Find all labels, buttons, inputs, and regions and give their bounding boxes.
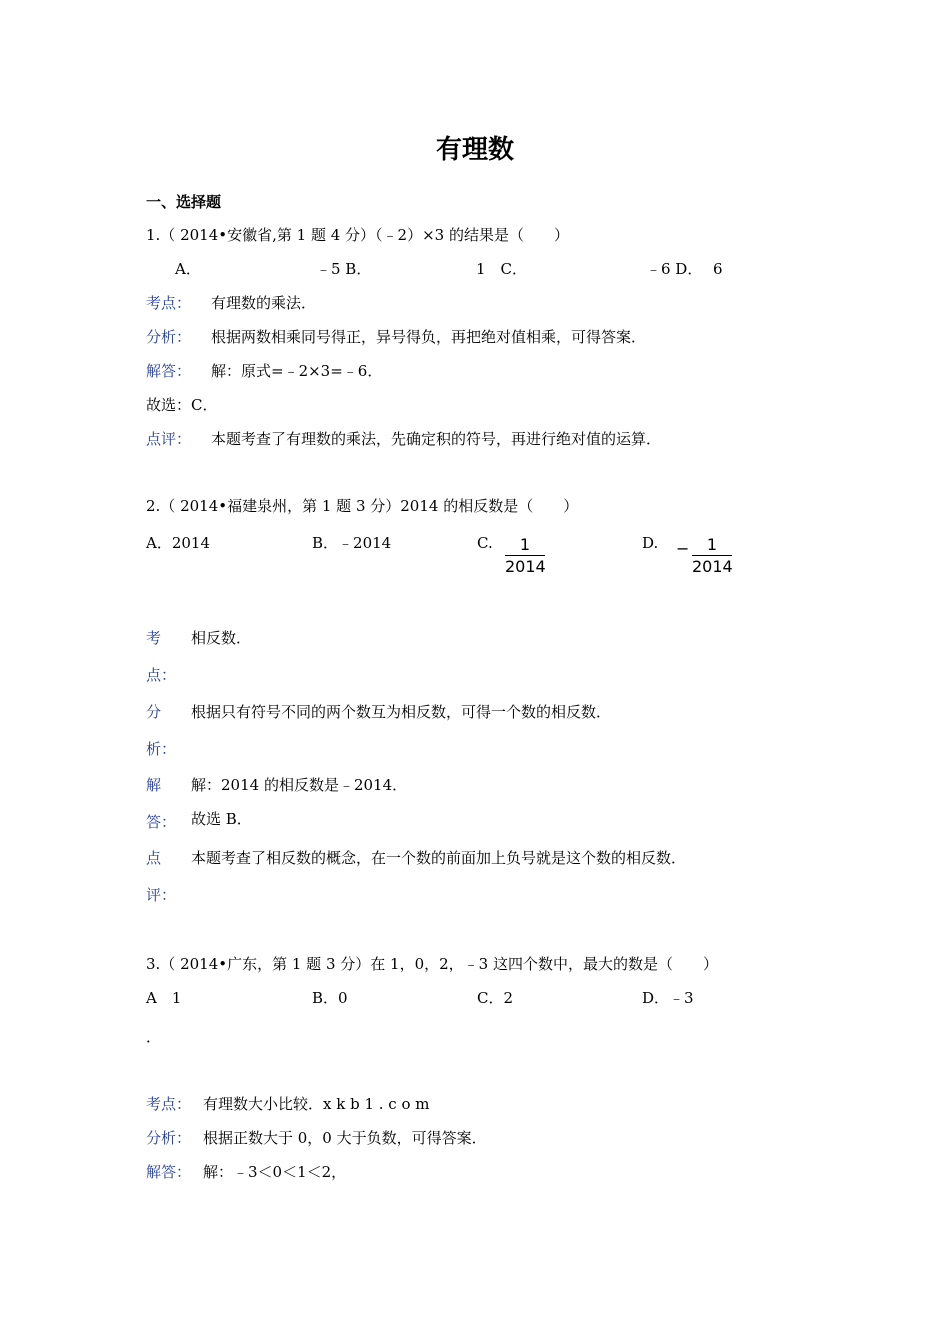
fenxi-text: 根据只有符号不同的两个数互为相反数，可得一个数的相反数． [191, 703, 612, 721]
fraction-bar [692, 555, 732, 556]
question-stem: 1.（ 2014•安徽省,第 1 题 4 分）（﹣2）×3 的结果是（ ） [146, 226, 569, 244]
dianping-label-bottom: 评： [146, 886, 177, 904]
option-d: D. [642, 534, 659, 552]
fenxi-label: 分析： [146, 328, 192, 346]
fenxi-label-top: 分 [146, 703, 162, 721]
kaodian-label: 考点： [146, 1095, 192, 1113]
jieda-label: 解答： [146, 1163, 192, 1181]
question-stem: 3.（ 2014•广东，第 1 题 3 分）在 1，0，2，﹣3 这四个数中，最大的数是（ ） [146, 955, 718, 973]
kaodian-text: 有理数的乘法． [211, 294, 317, 312]
question-stem: 2.（ 2014•福建泉州，第 1 题 3 分）2014 的相反数是（ ） [146, 497, 579, 515]
option-d: D．﹣3 [642, 989, 694, 1007]
fenxi-text: 根据正数大于 0，0 大于负数，可得答案． [203, 1129, 487, 1147]
answer-choice: 故选 B． [191, 810, 252, 828]
fraction-denominator: 2014 [692, 557, 733, 576]
jieda-label-top: 解 [146, 776, 162, 794]
fraction-numerator: 1 [706, 535, 718, 554]
jieda-label: 解答： [146, 362, 192, 380]
answer-choice: 故选：C． [146, 396, 218, 414]
fraction-denominator: 2014 [505, 557, 546, 576]
dianping-label-top: 点 [146, 849, 162, 867]
kaodian-label-bottom: 点： [146, 666, 177, 684]
page-title: 有理数 [435, 135, 514, 165]
option-b: B．0 [312, 989, 348, 1007]
section-heading: 一、选择题 [146, 193, 222, 211]
fraction-bar [505, 555, 545, 556]
option-a-dot: ． [146, 1028, 162, 1046]
option-c: C．2 [477, 989, 514, 1007]
fenxi-text: 根据两数相乘同号得正，异号得负，再把绝对值相乘，可得答案． [211, 328, 647, 346]
dianping-label: 点评： [146, 430, 192, 448]
kaodian-text: 相反数． [191, 629, 252, 647]
jieda-text: 解：﹣3＜0＜1＜2， [203, 1163, 347, 1181]
fenxi-label-bottom: 析： [146, 740, 177, 758]
option-a: A．2014 [146, 534, 211, 552]
option-a: A． [175, 260, 201, 278]
fraction-numerator: 1 [519, 535, 531, 554]
option-d-fraction [692, 536, 732, 576]
jieda-text: 解：原式=﹣2×3=﹣6． [211, 362, 383, 380]
option-b: ﹣5 B． [316, 260, 372, 278]
option-d: ﹣6 D． [646, 260, 703, 278]
kaodian-label: 考点： [146, 294, 192, 312]
fenxi-label: 分析： [146, 1129, 192, 1147]
option-a: A 1 [146, 989, 182, 1007]
option-c: 1 C． [476, 260, 528, 278]
dianping-text: 本题考查了有理数的乘法，先确定积的符号，再进行绝对值的运算． [211, 430, 662, 448]
kaodian-label-top: 考 [146, 629, 162, 647]
option-b: B．﹣2014 [312, 534, 392, 552]
option-c-fraction [505, 536, 545, 576]
option-c: C. [477, 534, 493, 552]
minus-sign: − [676, 539, 690, 558]
dianping-text: 本题考查了相反数的概念，在一个数的前面加上负号就是这个数的相反数． [191, 849, 687, 867]
option-d-value: 6 [713, 260, 723, 278]
jieda-text: 解：2014 的相反数是﹣2014． [191, 776, 408, 794]
jieda-label-bottom: 答： [146, 813, 177, 831]
kaodian-text: 有理数大小比较．x k b 1 . c o m [203, 1095, 430, 1113]
